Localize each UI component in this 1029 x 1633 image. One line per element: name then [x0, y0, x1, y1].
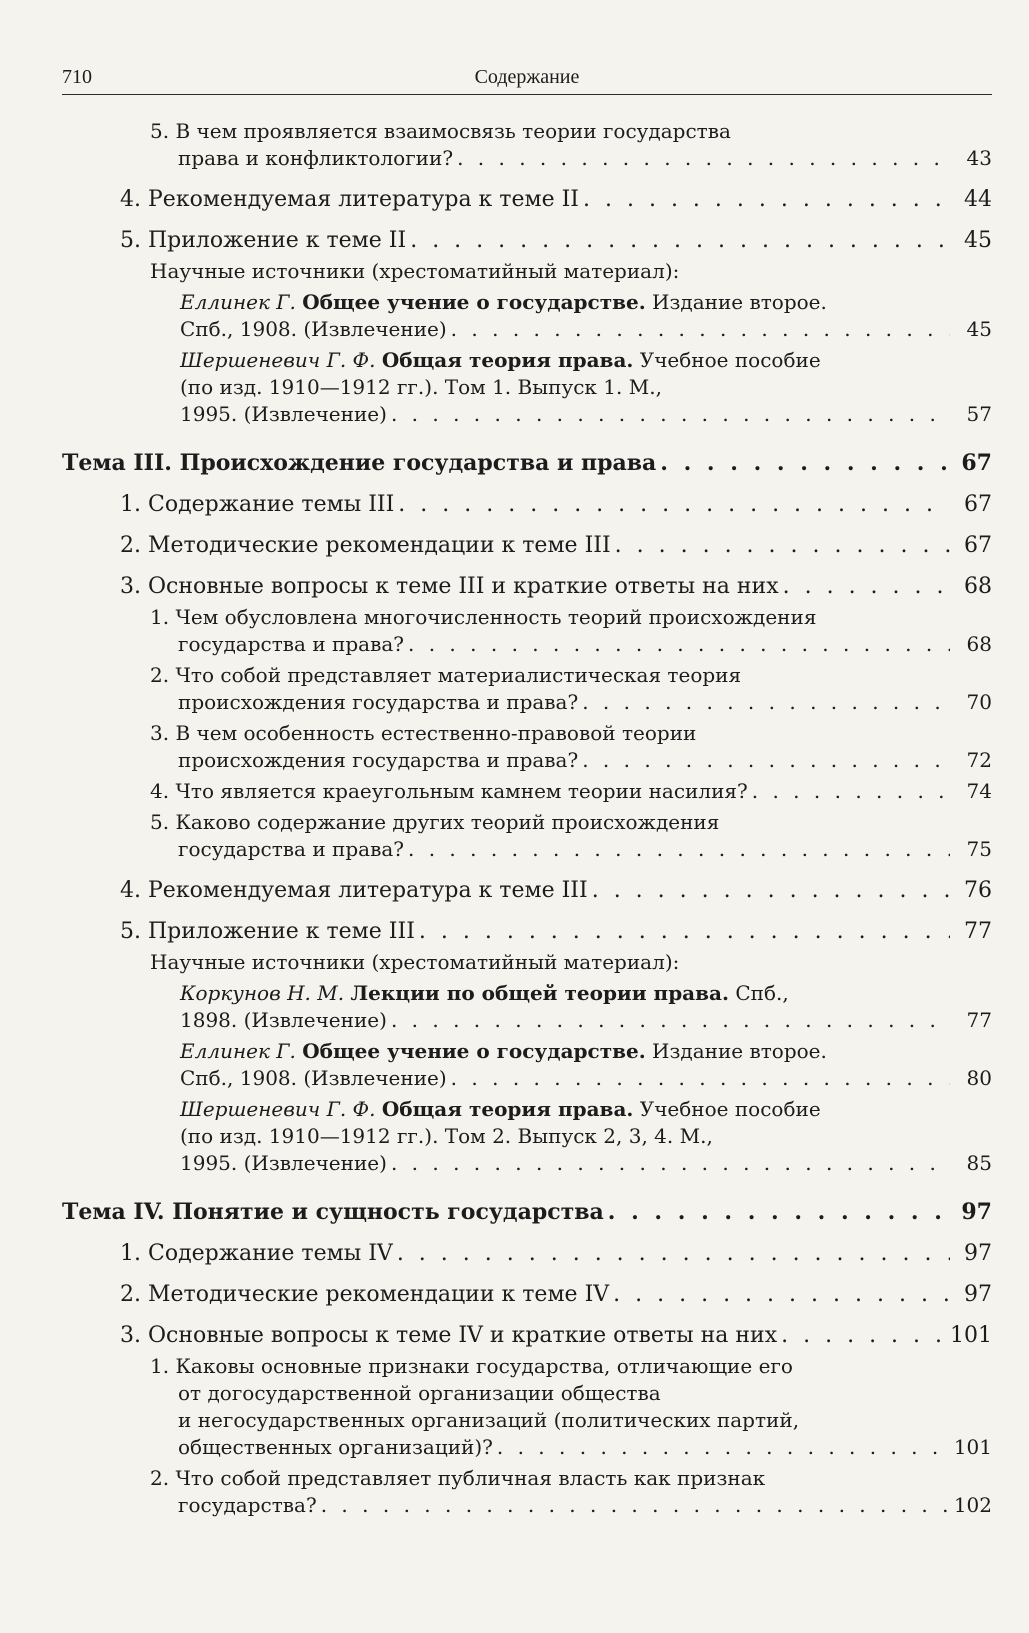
dot-leader — [613, 1281, 950, 1308]
toc-line — [180, 1038, 992, 1065]
dot-leader — [615, 532, 950, 559]
toc-page-number: 85 — [966, 1151, 992, 1175]
toc-item-title: Методические рекомендации к теме IV — [148, 1282, 610, 1307]
source-title: Общее учение о государстве. — [302, 290, 646, 314]
toc-item-title: Содержание темы IV — [148, 1241, 393, 1266]
table-of-contents — [62, 114, 992, 1519]
toc-line-text — [150, 810, 719, 834]
toc-entry — [62, 258, 992, 285]
toc-line-text — [150, 119, 731, 143]
source-author: Шершеневич Г. Ф. — [180, 348, 376, 372]
source-detail: 1898. (Извлечение) — [180, 1008, 387, 1032]
toc-line — [120, 491, 992, 518]
toc-page-number: 68 — [964, 574, 992, 599]
toc-item-number: 4. — [120, 878, 141, 903]
toc-line-text — [178, 836, 404, 863]
toc-page-number: 101 — [950, 1323, 992, 1348]
toc-item-title: Рекомендуемая литература к теме III — [148, 878, 588, 903]
toc-entry — [62, 778, 992, 805]
dot-leader — [321, 1492, 950, 1519]
toc-line — [180, 1065, 992, 1092]
toc-entry — [62, 720, 992, 774]
toc-entry — [62, 1465, 992, 1519]
running-title: Содержание — [474, 66, 580, 88]
toc-line — [180, 316, 992, 343]
toc-line — [180, 1123, 992, 1150]
toc-line — [150, 1465, 992, 1492]
toc-page-number: 102 — [953, 1493, 992, 1517]
source-author: Еллинек Г. — [180, 290, 296, 314]
toc-entry — [62, 980, 992, 1034]
toc-item-title: Основные вопросы к теме IV и краткие ответы на них — [148, 1323, 778, 1348]
toc-line — [180, 980, 992, 1007]
toc-page-number: 67 — [964, 533, 992, 558]
toc-line — [120, 186, 992, 213]
source-detail: Спб., — [735, 981, 789, 1005]
toc-entry — [62, 491, 992, 518]
toc-item-title: государства и права? — [178, 837, 404, 861]
toc-page-number: 75 — [966, 837, 992, 861]
toc-page-number: 77 — [964, 919, 992, 944]
toc-entry — [62, 573, 992, 600]
toc-entry — [62, 347, 992, 428]
dot-leader — [592, 877, 950, 904]
toc-entry — [62, 604, 992, 658]
toc-line-text — [120, 573, 779, 600]
toc-line-text — [62, 1199, 604, 1226]
toc-line — [180, 401, 992, 428]
toc-page-number: 45 — [966, 317, 992, 341]
toc-item-number: 1. — [120, 492, 141, 517]
toc-entry — [62, 186, 992, 213]
toc-line-text — [178, 145, 453, 172]
toc-item-title: Каковы основные признаки государства, отличающие его — [175, 1354, 793, 1378]
toc-entry — [62, 877, 992, 904]
toc-line-text — [120, 1281, 609, 1308]
toc-entry — [62, 118, 992, 172]
toc-item-title: Что собой представляет материалистическая теория — [175, 663, 742, 687]
toc-page-number: 45 — [964, 228, 992, 253]
source-detail: 1995. (Извлечение) — [180, 1151, 387, 1175]
toc-entry — [62, 1038, 992, 1092]
toc-line-text — [150, 1466, 765, 1490]
toc-line — [180, 347, 992, 374]
toc-page-number: 97 — [964, 1282, 992, 1307]
source-author: Коркунов Н. М. — [180, 981, 345, 1005]
toc-line — [180, 1007, 992, 1034]
dot-leader — [582, 689, 950, 716]
toc-entry — [62, 1281, 992, 1308]
toc-line-text — [178, 689, 578, 716]
toc-line-text — [150, 605, 816, 629]
toc-line — [62, 450, 992, 477]
toc-line — [120, 877, 992, 904]
page-number: 710 — [62, 66, 92, 88]
toc-entry — [62, 809, 992, 863]
toc-line — [150, 689, 992, 716]
toc-line-text — [178, 1492, 317, 1519]
toc-line-text — [178, 747, 578, 774]
toc-line-text — [178, 1434, 493, 1461]
toc-page-number: 68 — [966, 632, 992, 656]
toc-line — [150, 809, 992, 836]
toc-item-title: права и конфликтологии? — [178, 146, 454, 170]
source-title: Общее учение о государстве. — [302, 1039, 646, 1063]
source-title: Общая теория права. — [381, 1097, 634, 1121]
toc-line-text — [178, 1408, 799, 1432]
source-author: Еллинек Г. — [180, 1039, 296, 1063]
source-title: Лекции по общей теории права. — [350, 981, 729, 1005]
dot-leader — [752, 778, 950, 805]
toc-line-text — [120, 1240, 393, 1267]
toc-line — [150, 1407, 992, 1434]
toc-entry — [62, 227, 992, 254]
toc-entry — [62, 1199, 992, 1226]
toc-line — [62, 1199, 992, 1226]
toc-item-title: общественных организаций)? — [178, 1435, 493, 1459]
toc-line — [150, 1380, 992, 1407]
dot-leader — [408, 631, 950, 658]
toc-line-text — [150, 778, 748, 805]
toc-line-text — [62, 450, 656, 477]
toc-line — [150, 145, 992, 172]
toc-item-number: 3. — [150, 721, 170, 745]
source-detail: Учебное пособие — [639, 348, 821, 372]
toc-line — [150, 118, 992, 145]
toc-item-number: 3. — [120, 1323, 141, 1348]
dot-leader — [451, 1065, 950, 1092]
dot-leader — [391, 401, 950, 428]
toc-page-number: 76 — [964, 878, 992, 903]
toc-line — [150, 1492, 992, 1519]
toc-item-title: от догосударственной организации общества — [178, 1381, 661, 1405]
toc-item-title: Тема III. Происхождение государства и права — [62, 450, 657, 476]
toc-line-text — [150, 663, 741, 687]
toc-line-text — [178, 631, 404, 658]
toc-item-title: Каково содержание других теорий происхождения — [175, 810, 720, 834]
toc-line — [150, 720, 992, 747]
toc-line — [150, 1434, 992, 1461]
toc-line — [180, 289, 992, 316]
toc-entry — [62, 1096, 992, 1177]
toc-line — [120, 573, 992, 600]
toc-line — [150, 604, 992, 631]
toc-item-title: происхождения государства и права? — [178, 748, 579, 772]
toc-line — [150, 1353, 992, 1380]
dot-leader — [391, 1007, 950, 1034]
source-detail: 1995. (Извлечение) — [180, 402, 387, 426]
toc-item-title: Приложение к теме II — [148, 228, 407, 253]
toc-line — [120, 227, 992, 254]
source-author: Шершеневич Г. Ф. — [180, 1097, 376, 1121]
dot-leader — [408, 836, 950, 863]
toc-line — [150, 778, 992, 805]
toc-page-number: 101 — [953, 1435, 992, 1459]
toc-line — [150, 662, 992, 689]
toc-entry — [62, 918, 992, 945]
source-detail: Спб., 1908. (Извлечение) — [180, 1066, 447, 1090]
toc-item-title: Что собой представляет публичная власть как признак — [175, 1466, 766, 1490]
toc-line — [120, 532, 992, 559]
dot-leader — [451, 316, 950, 343]
toc-item-number: 1. — [150, 1354, 170, 1378]
toc-line-text — [150, 721, 696, 745]
toc-line-text — [180, 290, 827, 314]
toc-entry — [62, 289, 992, 343]
toc-line-text — [120, 227, 406, 254]
toc-item-title: и негосударственных организаций (политических партий, — [178, 1408, 800, 1432]
toc-line — [120, 1240, 992, 1267]
toc-heading: Научные источники (хрестоматийный материал): — [150, 950, 680, 974]
dot-leader — [582, 747, 950, 774]
dot-leader — [583, 186, 950, 213]
toc-item-number: 5. — [150, 810, 170, 834]
dot-leader — [457, 145, 950, 172]
toc-line-text — [180, 1097, 821, 1121]
toc-line — [180, 1096, 992, 1123]
source-detail: Издание второе. — [652, 1039, 827, 1063]
toc-item-title: происхождения государства и права? — [178, 690, 579, 714]
dot-leader — [497, 1434, 950, 1461]
toc-page-number: 44 — [964, 187, 992, 212]
toc-page-number: 67 — [961, 450, 992, 476]
dot-leader — [783, 573, 950, 600]
toc-item-number: 4. — [150, 779, 170, 803]
toc-line-text — [120, 491, 394, 518]
toc-line — [120, 918, 992, 945]
source-detail: Учебное пособие — [639, 1097, 821, 1121]
toc-item-number: 5. — [150, 119, 170, 143]
toc-item-number: 2. — [120, 533, 141, 558]
toc-entry — [62, 1322, 992, 1349]
source-detail: Спб., 1908. (Извлечение) — [180, 317, 447, 341]
toc-page-number: 70 — [966, 690, 992, 714]
toc-page-number: 57 — [966, 402, 992, 426]
toc-item-title: Что является краеугольным камнем теории насилия? — [175, 779, 748, 803]
toc-item-title: Рекомендуемая литература к теме II — [148, 187, 579, 212]
toc-page-number: 97 — [964, 1241, 992, 1266]
toc-page-number: 43 — [966, 146, 992, 170]
toc-page-number: 74 — [966, 779, 992, 803]
toc-page-number: 97 — [961, 1199, 992, 1225]
dot-leader — [410, 227, 950, 254]
toc-entry — [62, 662, 992, 716]
dot-leader — [391, 1150, 950, 1177]
toc-line — [150, 836, 992, 863]
toc-page-number: 67 — [964, 492, 992, 517]
toc-page-number: 72 — [966, 748, 992, 772]
toc-line-text — [178, 1381, 661, 1405]
toc-line — [180, 374, 992, 401]
toc-line — [120, 1322, 992, 1349]
source-detail: (по изд. 1910—1912 гг.). Том 1. Выпуск 1. М., — [180, 375, 662, 399]
toc-line — [150, 747, 992, 774]
dot-leader — [608, 1199, 950, 1226]
toc-item-number: 5. — [120, 919, 141, 944]
toc-line — [180, 1150, 992, 1177]
toc-heading: Научные источники (хрестоматийный материал): — [150, 259, 680, 283]
toc-line-text — [180, 981, 789, 1005]
toc-line-text — [180, 1039, 827, 1063]
toc-item-title: В чем проявляется взаимосвязь теории государства — [175, 119, 731, 143]
toc-item-number: 1. — [150, 605, 170, 629]
dot-leader — [397, 1240, 950, 1267]
toc-item-number: 3. — [120, 574, 141, 599]
toc-item-number: 2. — [150, 1466, 170, 1490]
toc-page-number: 77 — [966, 1008, 992, 1032]
toc-item-title: Основные вопросы к теме III и краткие ответы на них — [148, 574, 779, 599]
toc-entry — [62, 1353, 992, 1461]
toc-item-title: В чем особенность естественно-правовой теории — [175, 721, 697, 745]
source-detail: (по изд. 1910—1912 гг.). Том 2. Выпуск 2, 3, 4. М., — [180, 1124, 713, 1148]
toc-line-text — [120, 877, 588, 904]
toc-item-number: 1. — [120, 1241, 141, 1266]
source-title: Общая теория права. — [381, 348, 634, 372]
toc-line-text — [120, 918, 415, 945]
toc-entry — [62, 450, 992, 477]
toc-item-number: 2. — [150, 663, 170, 687]
toc-line-text — [120, 1322, 777, 1349]
dot-leader — [398, 491, 950, 518]
toc-item-title: Чем обусловлена многочисленность теорий происхождения — [175, 605, 817, 629]
toc-line — [120, 1281, 992, 1308]
toc-line-text — [150, 1354, 793, 1378]
running-header — [62, 64, 992, 95]
toc-item-number: 5. — [120, 228, 141, 253]
dot-leader — [781, 1322, 946, 1349]
toc-item-title: государства и права? — [178, 632, 404, 656]
toc-line-text — [180, 348, 821, 372]
toc-item-title: Приложение к теме III — [148, 919, 415, 944]
toc-entry — [62, 1240, 992, 1267]
toc-line — [150, 631, 992, 658]
dot-leader — [660, 450, 950, 477]
toc-line-text — [120, 186, 579, 213]
toc-item-number: 4. — [120, 187, 141, 212]
dot-leader — [419, 918, 950, 945]
toc-page-number: 80 — [966, 1066, 992, 1090]
toc-item-title: Методические рекомендации к теме III — [148, 533, 611, 558]
source-detail: Издание второе. — [652, 290, 827, 314]
toc-entry — [62, 949, 992, 976]
toc-item-title: Тема IV. Понятие и сущность государства — [62, 1199, 604, 1225]
toc-item-title: государства? — [178, 1493, 317, 1517]
toc-item-title: Содержание темы III — [148, 492, 395, 517]
toc-item-number: 2. — [120, 1282, 141, 1307]
toc-entry — [62, 532, 992, 559]
toc-line-text — [120, 532, 611, 559]
